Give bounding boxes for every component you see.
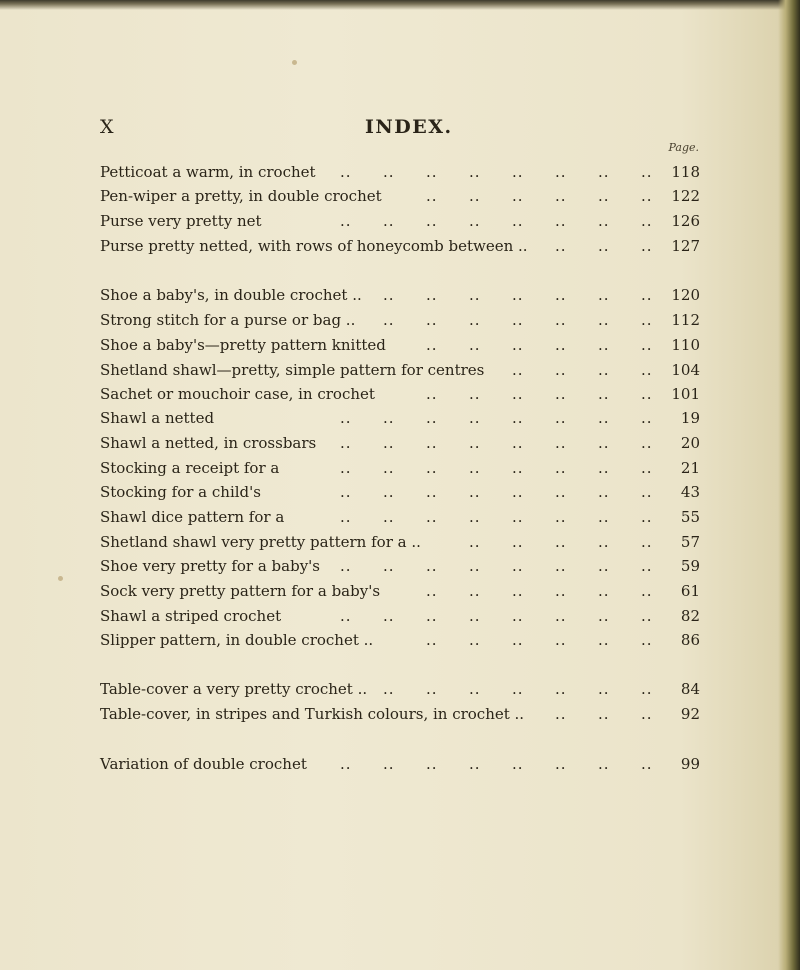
leader-dot: .. — [555, 385, 567, 403]
foxing-spot — [58, 576, 63, 581]
index-entry — [100, 752, 700, 776]
leader-dot: .. — [641, 631, 653, 649]
entry-page-number: 61 — [680, 582, 700, 600]
leader-dot: .. — [598, 557, 610, 575]
leader-dot: .. — [469, 187, 481, 205]
leader-dot: .. — [641, 557, 653, 575]
leader-dot: .. — [641, 286, 653, 304]
page-title: INDEX. — [365, 116, 453, 138]
leader-dot: .. — [598, 631, 610, 649]
leader-dot: .. — [426, 483, 438, 501]
leader-dot: .. — [426, 163, 438, 181]
leader-dot: .. — [512, 311, 524, 329]
leader-dot: .. — [641, 187, 653, 205]
leader-dot: .. — [383, 212, 395, 230]
leader-dot: .. — [469, 557, 481, 575]
leader-dot: .. — [512, 336, 524, 354]
entry-page-number: 86 — [680, 631, 700, 649]
entry-page-number: 120 — [671, 286, 700, 304]
leader-dot: .. — [426, 582, 438, 600]
leader-dot: .. — [598, 755, 610, 773]
leader-dot: .. — [555, 163, 567, 181]
foxing-spot — [292, 60, 297, 65]
leader-dot: .. — [469, 336, 481, 354]
leader-dot: .. — [469, 680, 481, 698]
leader-dot: .. — [512, 631, 524, 649]
leader-dot: .. — [598, 212, 610, 230]
leader-dot: .. — [555, 434, 567, 452]
leader-dot: .. — [555, 582, 567, 600]
leader-dot: .. — [426, 385, 438, 403]
leader-dot: .. — [555, 557, 567, 575]
entry-title: Slipper pattern, in double crochet .. — [100, 631, 374, 649]
leader-dot: .. — [555, 533, 567, 551]
entry-title: Sachet or mouchoir case, in crochet — [100, 385, 375, 403]
entry-title: Shetland shawl—pretty, simple pattern for centres — [100, 361, 485, 379]
entry-title: Stocking a receipt for a — [100, 459, 280, 477]
leader-dot: .. — [469, 434, 481, 452]
entry-page-number: 84 — [680, 680, 700, 698]
leader-dot: .. — [555, 508, 567, 526]
entry-title: Shawl a striped crochet — [100, 607, 282, 625]
leader-dot: .. — [598, 483, 610, 501]
entry-page-number: 57 — [680, 533, 700, 551]
entry-title: Shawl a netted, in crossbars — [100, 434, 317, 452]
leader-dot: .. — [340, 483, 352, 501]
entry-title: Table-cover a very pretty crochet .. — [100, 680, 368, 698]
leader-dot: .. — [340, 508, 352, 526]
leader-dot: .. — [340, 459, 352, 477]
leader-dot: .. — [555, 607, 567, 625]
leader-dot: .. — [426, 286, 438, 304]
leader-dot: .. — [383, 680, 395, 698]
index-entry — [100, 456, 700, 480]
entry-title: Sock very pretty pattern for a baby's — [100, 582, 381, 600]
leader-dot: .. — [641, 237, 653, 255]
leader-dot: .. — [340, 434, 352, 452]
entry-title: Shoe a baby's—pretty pattern knitted — [100, 336, 386, 354]
index-entry — [100, 554, 700, 578]
leader-dot: .. — [641, 459, 653, 477]
leader-dot: .. — [512, 459, 524, 477]
leader-dot: .. — [555, 361, 567, 379]
entry-page-number: 59 — [680, 557, 700, 575]
leader-dot: .. — [641, 434, 653, 452]
index-entry — [100, 160, 700, 184]
leader-dot: .. — [512, 755, 524, 773]
leader-dot: .. — [555, 286, 567, 304]
leader-dot: .. — [555, 459, 567, 477]
leader-dot: .. — [641, 212, 653, 230]
index-entry — [100, 333, 700, 357]
leader-dot: .. — [512, 286, 524, 304]
index-entry — [100, 308, 700, 332]
entry-page-number: 55 — [680, 508, 700, 526]
leader-dot: .. — [512, 385, 524, 403]
leader-dot: .. — [383, 508, 395, 526]
leader-dot: .. — [426, 557, 438, 575]
leader-dot: .. — [383, 557, 395, 575]
index-entry — [100, 604, 700, 628]
leader-dot: .. — [598, 508, 610, 526]
leader-dot: .. — [469, 483, 481, 501]
leader-dot: .. — [512, 582, 524, 600]
leader-dot: .. — [598, 680, 610, 698]
leader-dot: .. — [555, 755, 567, 773]
section-letter: X — [100, 116, 115, 138]
leader-dot: .. — [598, 459, 610, 477]
leader-dot: .. — [469, 631, 481, 649]
leader-dot: .. — [555, 705, 567, 723]
index-entry — [100, 628, 700, 652]
index-entry — [100, 702, 700, 726]
leader-dot: .. — [340, 607, 352, 625]
leader-dot: .. — [512, 163, 524, 181]
leader-dot: .. — [641, 508, 653, 526]
leader-dot: .. — [383, 163, 395, 181]
index-entry — [100, 677, 700, 701]
entry-title: Shoe very pretty for a baby's — [100, 557, 320, 575]
leader-dot: .. — [641, 582, 653, 600]
leader-dot: .. — [469, 582, 481, 600]
leader-dot: .. — [512, 607, 524, 625]
leader-dot: .. — [555, 631, 567, 649]
leader-dot: .. — [469, 409, 481, 427]
leader-dot: .. — [598, 434, 610, 452]
leader-dot: .. — [512, 409, 524, 427]
leader-dot: .. — [598, 187, 610, 205]
leader-dot: .. — [383, 311, 395, 329]
index-entry — [100, 283, 700, 307]
leader-dot: .. — [555, 311, 567, 329]
entry-page-number: 20 — [680, 434, 700, 452]
leader-dot: .. — [555, 680, 567, 698]
leader-dot: .. — [555, 237, 567, 255]
leader-dot: .. — [426, 336, 438, 354]
leader-dot: .. — [641, 409, 653, 427]
leader-dot: .. — [512, 533, 524, 551]
entry-page-number: 122 — [671, 187, 700, 205]
index-entry — [100, 579, 700, 603]
entry-page-number: 82 — [680, 607, 700, 625]
entry-title: Shoe a baby's, in double crochet .. — [100, 286, 362, 304]
leader-dot: .. — [469, 459, 481, 477]
entry-page-number: 126 — [671, 212, 700, 230]
entry-page-number: 19 — [680, 409, 700, 427]
leader-dot: .. — [512, 187, 524, 205]
leader-dot: .. — [340, 755, 352, 773]
leader-dot: .. — [555, 336, 567, 354]
leader-dot: .. — [512, 483, 524, 501]
leader-dot: .. — [641, 311, 653, 329]
leader-dot: .. — [469, 508, 481, 526]
leader-dot: .. — [383, 286, 395, 304]
entry-page-number: 118 — [671, 163, 700, 181]
leader-dot: .. — [383, 409, 395, 427]
leader-dot: .. — [340, 557, 352, 575]
leader-dot: .. — [383, 607, 395, 625]
leader-dot: .. — [469, 311, 481, 329]
index-entry — [100, 184, 700, 208]
leader-dot: .. — [426, 680, 438, 698]
entry-page-number: 127 — [671, 237, 700, 255]
leader-dot: .. — [512, 557, 524, 575]
leader-dot: .. — [598, 311, 610, 329]
leader-dot: .. — [512, 680, 524, 698]
entry-page-number: 99 — [680, 755, 700, 773]
entry-title: Strong stitch for a purse or bag .. — [100, 311, 356, 329]
leader-dot: .. — [426, 459, 438, 477]
leader-dot: .. — [598, 163, 610, 181]
leader-dot: .. — [555, 409, 567, 427]
leader-dot: .. — [598, 582, 610, 600]
leader-dot: .. — [383, 483, 395, 501]
leader-dot: .. — [426, 755, 438, 773]
entry-title: Pen-wiper a pretty, in double crochet — [100, 187, 382, 205]
index-entry — [100, 530, 700, 554]
index-entry — [100, 406, 700, 430]
entry-title: Purse very pretty net — [100, 212, 262, 230]
top-edge-shadow — [0, 0, 800, 10]
leader-dot: .. — [598, 705, 610, 723]
leader-dot: .. — [383, 434, 395, 452]
entry-page-number: 43 — [680, 483, 700, 501]
page-column-label: Page. — [668, 141, 699, 154]
leader-dot: .. — [641, 385, 653, 403]
entry-title: Stocking for a child's — [100, 483, 261, 501]
leader-dot: .. — [598, 336, 610, 354]
index-entry — [100, 234, 700, 258]
leader-dot: .. — [598, 361, 610, 379]
leader-dot: .. — [512, 212, 524, 230]
entry-page-number: 112 — [671, 311, 700, 329]
leader-dot: .. — [469, 533, 481, 551]
leader-dot: .. — [598, 409, 610, 427]
leader-dot: .. — [426, 212, 438, 230]
entry-title: Variation of double crochet — [100, 755, 307, 773]
leader-dot: .. — [469, 385, 481, 403]
index-entry — [100, 358, 700, 382]
leader-dot: .. — [598, 237, 610, 255]
entry-page-number: 92 — [680, 705, 700, 723]
binding-edge — [778, 0, 800, 970]
leader-dot: .. — [469, 755, 481, 773]
entry-title: Shawl a netted — [100, 409, 215, 427]
leader-dot: .. — [641, 607, 653, 625]
index-entry — [100, 382, 700, 406]
index-entry — [100, 505, 700, 529]
leader-dot: .. — [641, 680, 653, 698]
leader-dot: .. — [340, 409, 352, 427]
entry-title: Shawl dice pattern for a — [100, 508, 285, 526]
leader-dot: .. — [469, 212, 481, 230]
leader-dot: .. — [426, 311, 438, 329]
leader-dot: .. — [555, 187, 567, 205]
leader-dot: .. — [555, 212, 567, 230]
leader-dot: .. — [426, 409, 438, 427]
leader-dot: .. — [426, 187, 438, 205]
leader-dot: .. — [598, 607, 610, 625]
leader-dot: .. — [469, 607, 481, 625]
leader-dot: .. — [641, 705, 653, 723]
entry-page-number: 104 — [671, 361, 700, 379]
leader-dot: .. — [641, 483, 653, 501]
leader-dot: .. — [512, 361, 524, 379]
page-header — [0, 116, 800, 140]
leader-dot: .. — [641, 336, 653, 354]
entry-page-number: 101 — [671, 385, 700, 403]
entry-page-number: 21 — [680, 459, 700, 477]
index-entry — [100, 209, 700, 233]
leader-dot: .. — [641, 163, 653, 181]
leader-dot: .. — [426, 631, 438, 649]
entry-page-number: 110 — [671, 336, 700, 354]
leader-dot: .. — [383, 459, 395, 477]
leader-dot: .. — [641, 755, 653, 773]
leader-dot: .. — [469, 286, 481, 304]
leader-dot: .. — [598, 385, 610, 403]
leader-dot: .. — [383, 755, 395, 773]
leader-dot: .. — [469, 163, 481, 181]
leader-dot: .. — [641, 533, 653, 551]
leader-dot: .. — [598, 533, 610, 551]
leader-dot: .. — [426, 508, 438, 526]
entry-title: Shetland shawl very pretty pattern for a .. — [100, 533, 421, 551]
leader-dot: .. — [555, 483, 567, 501]
index-entry — [100, 431, 700, 455]
entry-title: Purse pretty netted, with rows of honeycomb between .. — [100, 237, 528, 255]
leader-dot: .. — [641, 361, 653, 379]
leader-dot: .. — [512, 434, 524, 452]
leader-dot: .. — [598, 286, 610, 304]
leader-dot: .. — [340, 212, 352, 230]
leader-dot: .. — [426, 434, 438, 452]
entry-title: Petticoat a warm, in crochet — [100, 163, 316, 181]
leader-dot: .. — [426, 607, 438, 625]
leader-dot: .. — [512, 508, 524, 526]
index-entry — [100, 480, 700, 504]
entry-title: Table-cover, in stripes and Turkish colours, in crochet .. — [100, 705, 525, 723]
leader-dot: .. — [340, 163, 352, 181]
